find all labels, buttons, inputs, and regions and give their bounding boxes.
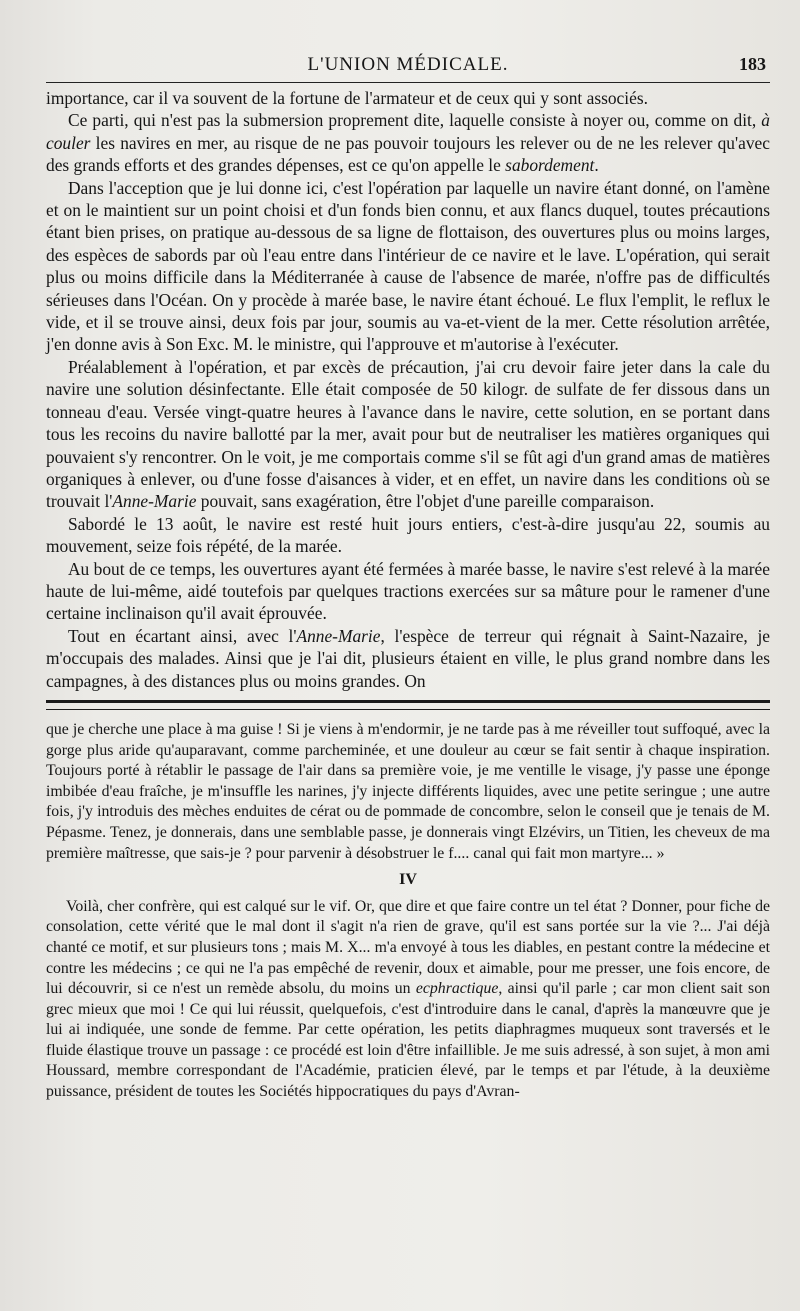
paragraph-text: que je cherche une place à ma guise ! Si je viens à m'endormir, je ne tarde pas à me réveiller tout suffoqué, avec la gorge plus aride qu'auparavant, comme parcheminée, et une douleur au cœur se fait sentir à chaque inspiration. Toujours porté à rétablir le passage de l'air dans sa première voie, je me ventille le visage, j'y passe une éponge imbibée d'eau fraîche, je m'insuffle les narines, j'y injecte différents liquides, avec une petite seringue ; une autre fois, j'y introduis des mèches enduites de cérat ou de pommade de concombre, selon le conseil que je tenais de M. Pépasme. Tenez, je donnerais, dans une semblable passe, je donnerais vingt Elzévirs, un Titien, les cheveux de ma première maîtresse, que sais-je ? pour parvenir à désobstruer le f.... canal qui fait mon martyre... » — [46, 720, 770, 862]
section-number: IV — [399, 871, 417, 889]
paragraph — [46, 625, 770, 692]
paragraph — [46, 897, 770, 1103]
paragraph — [46, 720, 770, 864]
page-number: 183 — [739, 54, 766, 74]
italic-text: sabordement — [505, 155, 595, 176]
paragraph-text: , l'espèce de terreur qui régnait à Saint-Nazaire, je m'occupais des malades. Ainsi que je l'ai dit, plusieurs étaient en ville, le plus grand nombre dans les campagnes, à des distances plus ou moins grandes. On — [46, 625, 770, 691]
page-header — [46, 52, 770, 82]
paragraph-text: Préalablement à l'opération, et par excès de précaution, j'ai cru devoir faire jeter dans la cale du navire une solution désinfectante. Elle était composée de 50 kilogr. de sulfate de fer dissous dans un tonneau d'eau. Versée vingt-quatre heures à l'avance dans le navire, cette solution, en se portant dans tous les recoins du navire ballotté par la mer, avait pour but de neutraliser les matières organiques qui pouvaient s'y rencontrer. On le voit, je me comportais comme s'il se fût agi d'un grand amas de matières organiques à enlever, ou d'une fosse d'aisances à vider, et en effet, un navire dans les conditions où se trouvait l' — [46, 356, 770, 512]
italic-text: ecphractique — [415, 980, 499, 998]
paragraph — [46, 558, 770, 625]
paragraph — [46, 177, 770, 356]
paragraph-text: Tout en écartant ainsi, avec l' — [68, 625, 297, 646]
italic-text: Anne-Marie — [112, 491, 197, 512]
italic-text: Anne-Marie — [296, 625, 381, 646]
paragraph-text: pouvait, sans exagération, être l'objet d'une pareille comparaison. — [196, 491, 655, 512]
paragraph — [46, 109, 770, 176]
header-rule — [46, 82, 770, 83]
paragraph-text: Sabordé le 13 août, le navire est resté huit jours entiers, c'est-à-dire jusqu'au 22, soumis au mouvement, seize fois répété, de la marée. — [46, 513, 770, 557]
paragraph-text: . — [594, 155, 599, 176]
feuilleton-separator — [46, 700, 770, 710]
main-column — [46, 87, 770, 692]
paragraph — [46, 87, 770, 109]
paragraph — [46, 513, 770, 558]
paragraph — [46, 356, 770, 513]
paragraph-text: les navires en mer, au risque de ne pas pouvoir toujours les relever ou de ne les relever qu'avec des grands efforts et des grandes dépenses, est ce qu'on appelle le — [46, 132, 770, 176]
paragraph-text: , ainsi qu'il parle ; car mon client sait son grec mieux que moi ! Ce qui lui réussit, quelquefois, c'est d'introduire dans le canal, d'après la manœuvre que je lui ai indiquée, une sonde de femme. Par cette opération, les petits diaphragmes muqueux sont traversés et le fluide élastique trouve un passage : ce procédé est loin d'être infaillible. Je me suis adressé, à son sujet, à mon ami Houssard, membre correspondant de l'Académie, praticien élevé, par le temps et par l'étude, à la deuxième puissance, président de toutes les Sociétés hippocratiques du pays d'Avran- — [46, 980, 770, 1101]
feuilleton-column — [46, 720, 770, 1103]
paragraph-text: Dans l'acception que je lui donne ici, c'est l'opération par laquelle un navire étant donné, on l'amène et on le maintient sur un point choisi et d'un fonds bien connu, et aux flancs duquel, toutes précautions étant bien prises, on pratique au-dessous de sa ligne de flottaison, des ouvertures plus ou moins larges, des espèces de sabords par où l'eau entre dans l'intérieur de ce navire et le lave. L'opération, qui serait plus ou moins difficile dans la Méditerranée à cause de l'absence de marée, n'offre pas de difficultés sérieuses dans l'Océan. On y procède à marée base, le navire étant échoué. Le flux l'emplit, le reflux le vide, et il se trouve ainsi, deux fois par jour, soumis au va-et-vient de la mer. Cette résolution arrêtée, j'en donne avis à Son Exc. M. le ministre, qui l'approuve et m'autorise à l'exécuter. — [46, 177, 770, 355]
italic-text: à couler — [46, 110, 770, 153]
running-title: L'UNION MÉDICALE. — [307, 54, 509, 75]
paragraph-text: Au bout de ce temps, les ouvertures ayant été fermées à marée basse, le navire s'est relevé à la marée haute de lui-même, aidé toutefois par quelques tractions exercées sur sa mâture pour le ramener d'une certaine inclinaison qu'il avait éprouvée. — [46, 558, 770, 624]
paragraph-text: Ce parti, qui n'est pas la submersion proprement dite, laquelle consiste à noyer ou, comme on dit, — [68, 110, 762, 131]
paragraph-text: importance, car il va souvent de la fortune de l'armateur et de ceux qui y sont associés. — [46, 88, 648, 108]
paragraph-text: Voilà, cher confrère, qui est calqué sur le vif. Or, que dire et que faire contre un tel état ? Donner, pour fiche de consolation, cette vérité que le mal dont il s'agit n'a rien de grave, qu'il est sans portée sur la vie ?... J'ai déjà chanté ce motif, et sur plusieurs tons ; mais M. X... m'a envoyé à tous les diables, en pestant contre la médecine et contre les médecins ; ce qui ne l'a pas empêché de revenir, doux et aimable, pour me presser, une fois encore, de lui découvrir, si ce n'est un remède absolu, du moins un — [46, 897, 770, 998]
